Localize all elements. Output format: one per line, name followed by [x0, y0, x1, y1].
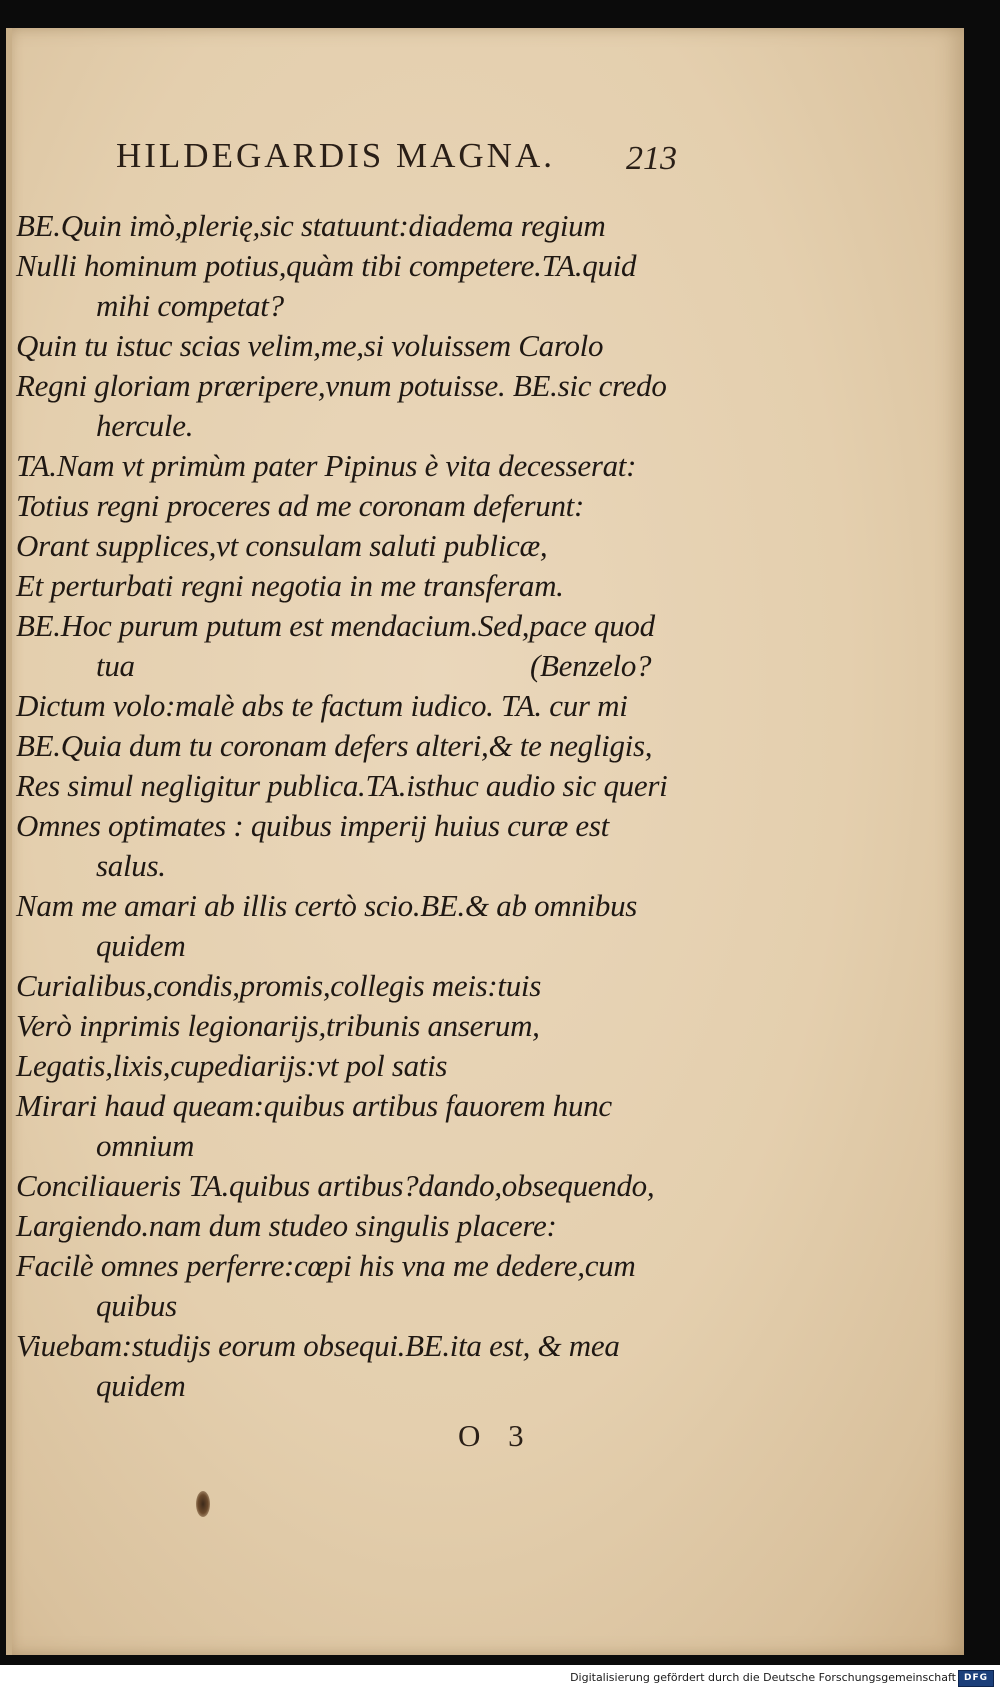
line-text: BE.Quia dum tu coronam defers alteri,& te negligis,: [16, 728, 653, 763]
page-number: 213: [626, 140, 677, 177]
text-line: [16, 926, 716, 966]
footer-bar: [0, 1665, 1000, 1693]
line-text: salus.: [96, 848, 166, 883]
line-text: Largiendo.nam dum studeo singulis placere:: [16, 1208, 557, 1243]
text-line: [16, 886, 716, 926]
text-line: [16, 246, 716, 286]
line-text: Nam me amari ab illis certò scio.BE.& ab omnibus: [16, 888, 638, 923]
line-text: Omnes optimates : quibus imperij huius curæ est: [16, 808, 609, 843]
line-text: Facilè omnes perferre:cœpi his vna me dedere,cum: [16, 1248, 636, 1283]
text-line: [16, 406, 716, 446]
line-text: Verò inprimis legionarijs,tribunis anserum,: [16, 1008, 540, 1043]
text-line: [16, 446, 716, 486]
text-line: [16, 1006, 716, 1046]
line-text: quidem: [96, 1368, 186, 1403]
line-text: BE.Hoc purum putum est mendacium.Sed,pace quod: [16, 608, 655, 643]
text-line: [16, 766, 716, 806]
line-text: quidem: [96, 928, 186, 963]
text-line: [16, 1086, 716, 1126]
line-text: hercule.: [96, 408, 194, 443]
line-text: Curialibus,condis,promis,collegis meis:tuis: [16, 968, 542, 1003]
book-page: [6, 28, 964, 1655]
page-header: [116, 136, 876, 186]
text-line: [16, 1206, 716, 1246]
page-edge: [6, 28, 12, 1655]
text-line: [16, 1326, 716, 1366]
footer-credit: Digitalisierung gefördert durch die Deutsche Forschungsgemeinschaft: [570, 1671, 956, 1684]
line-text: tua: [96, 648, 135, 683]
margin-note: (Benzelo?: [530, 648, 652, 683]
running-title: HILDEGARDIS MAGNA.: [116, 136, 555, 175]
line-text: Orant supplices,vt consulam saluti publicæ,: [16, 528, 548, 563]
text-line: [16, 206, 716, 246]
text-line: [16, 366, 716, 406]
text-line: [16, 1366, 716, 1406]
text-line: [16, 526, 716, 566]
line-text: quibus: [96, 1288, 177, 1323]
text-line: [16, 326, 716, 366]
line-text: omnium: [96, 1128, 195, 1163]
signature-mark: O 3: [458, 1418, 534, 1453]
text-line: [16, 966, 716, 1006]
line-text: Regni gloriam præripere,vnum potuisse. BE.sic credo: [16, 368, 667, 403]
text-line: [16, 646, 716, 686]
text-line: [16, 1166, 716, 1206]
line-text: Totius regni proceres ad me coronam deferunt:: [16, 488, 584, 523]
text-line: [16, 1286, 716, 1326]
text-line: [16, 566, 716, 606]
line-text: Dictum volo:malè abs te factum iudico. TA. cur mi: [16, 688, 628, 723]
text-line: [16, 1246, 716, 1286]
text-line: [16, 686, 716, 726]
line-text: BE.Quin imò,plerię,sic statuunt:diadema regium: [16, 208, 606, 243]
line-text: Et perturbati regni negotia in me transferam.: [16, 568, 564, 603]
line-text: Conciliaueris TA.quibus artibus?dando,obsequendo,: [16, 1168, 655, 1203]
text-line: [16, 1046, 716, 1086]
text-line: [16, 1126, 716, 1166]
text-line: [16, 486, 716, 526]
line-text: TA.Nam vt primùm pater Pipinus è vita decesserat:: [16, 448, 637, 483]
line-text: Res simul negligitur publica.TA.isthuc audio sic queri: [16, 768, 668, 803]
text-line: [16, 286, 716, 326]
line-text: mihi competat?: [96, 288, 284, 323]
line-text: Viuebam:studijs eorum obsequi.BE.ita est, & mea: [16, 1328, 620, 1363]
text-line: [16, 726, 716, 766]
text-line: [16, 606, 716, 646]
line-text: Nulli hominum potius,quàm tibi competere.TA.quid: [16, 248, 637, 283]
line-text: Mirari haud queam:quibus artibus fauorem hunc: [16, 1088, 612, 1123]
text-line: [16, 846, 716, 886]
text-block: [16, 206, 716, 1406]
dfg-logo: DFG: [958, 1670, 994, 1687]
line-text: Quin tu istuc scias velim,me,si voluissem Carolo: [16, 328, 604, 363]
ink-stain: [196, 1491, 210, 1517]
line-text: Legatis,lixis,cupediarijs:vt pol satis: [16, 1048, 448, 1083]
text-line: [16, 806, 716, 846]
